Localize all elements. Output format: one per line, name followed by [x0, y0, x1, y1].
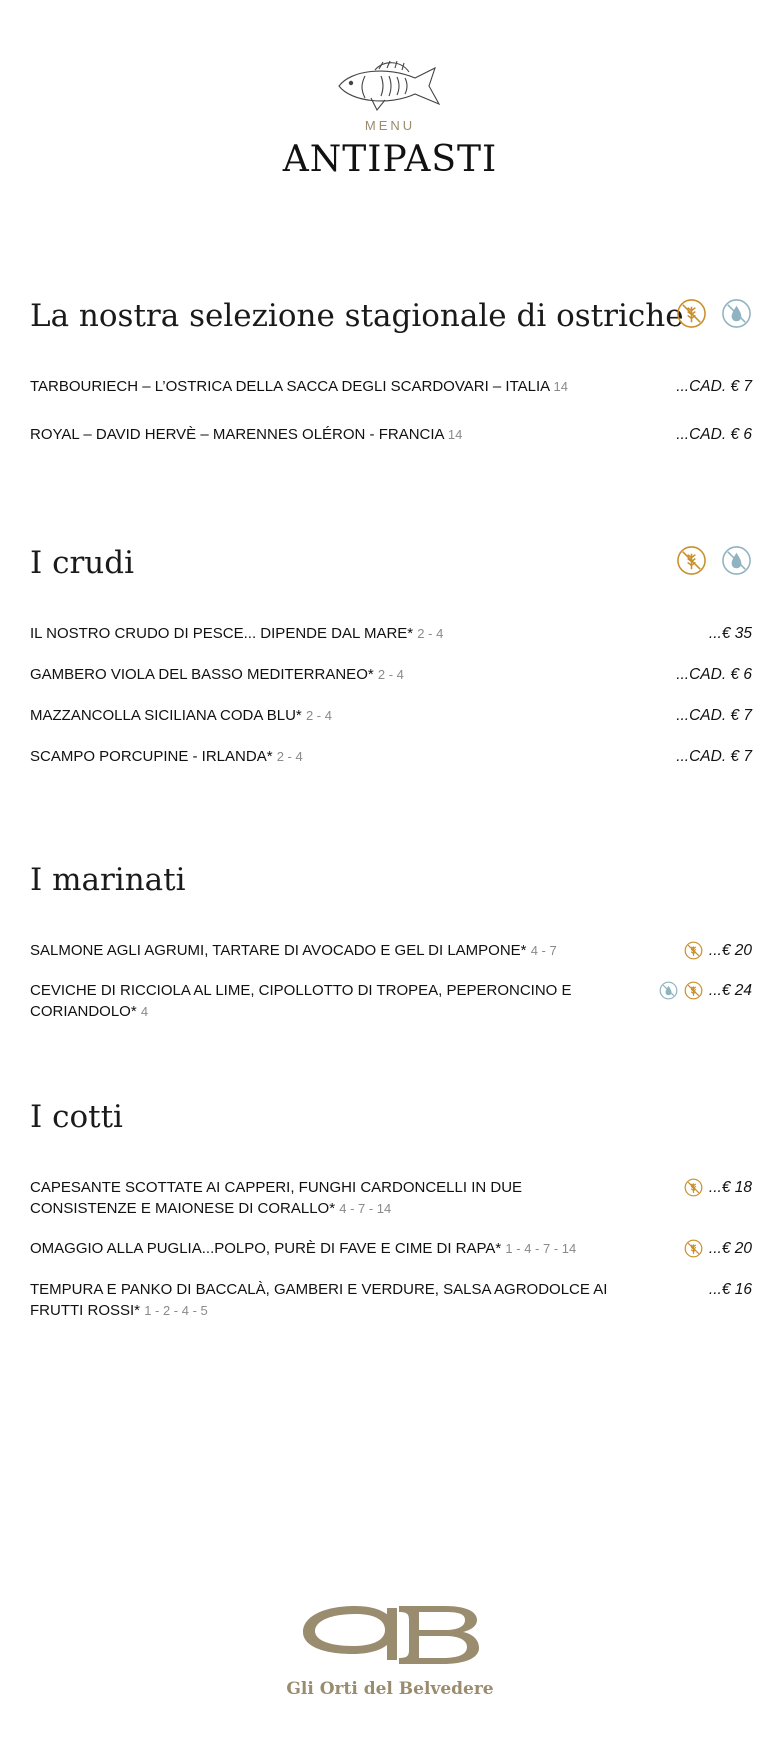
section-cotti: [30, 1097, 752, 1319]
menu-item: [30, 376, 752, 398]
menu-item: [30, 705, 752, 727]
section-title: La nostra selezione stagionale di ostriche: [30, 298, 684, 334]
page-header: [0, 56, 780, 180]
section-title: I crudi: [30, 545, 135, 581]
item-price: ...€ 20: [708, 1239, 752, 1257]
brand-logo-icon: [295, 1598, 485, 1670]
item-allergens: 2 - 4: [417, 626, 444, 641]
item-price: ...€ 24: [708, 981, 752, 999]
item-allergens: 14: [553, 379, 568, 394]
menu-item: [30, 623, 752, 645]
lactose-free-icon: [721, 298, 752, 329]
item-name: SCAMPO PORCUPINE - IRLANDA*: [30, 748, 273, 765]
item-price: ...€ 20: [708, 941, 752, 959]
menu-item: [30, 746, 752, 768]
item-allergens: 4: [140, 1004, 149, 1019]
item-price: ...CAD. € 6: [676, 665, 752, 683]
item-name: TEMPURA E PANKO DI BACCALÀ, GAMBERI E VERDURE, SALSA AGRODOLCE AI FRUTTI ROSSI*: [30, 1281, 608, 1319]
item-name: SALMONE AGLI AGRUMI, TARTARE DI AVOCADO E GEL DI LAMPONE*: [30, 942, 527, 959]
item-price: ...CAD. € 7: [676, 706, 752, 724]
item-allergens: 2 - 4: [377, 667, 404, 682]
item-allergens: 2 - 4: [276, 749, 303, 764]
item-allergens: 4 - 7: [530, 943, 557, 958]
menu-item: [30, 664, 752, 686]
menu-item: [30, 1279, 752, 1321]
footer-logo: [0, 1598, 780, 1699]
menu-item: [30, 980, 752, 1022]
section-ostriche: [30, 296, 752, 443]
gluten-free-icon: [684, 981, 703, 1000]
gluten-free-icon: [684, 1178, 703, 1197]
item-name: ROYAL – DAVID HERVÈ – MARENNES OLÉRON - FRANCIA: [30, 426, 444, 443]
fish-icon: [331, 56, 449, 114]
section-title: I marinati: [30, 862, 186, 898]
item-allergens: 1 - 4 - 7 - 14: [505, 1241, 577, 1256]
item-price: ...€ 18: [708, 1178, 752, 1196]
brand-name: Gli Orti del Belvedere: [286, 1679, 494, 1699]
item-name: OMAGGIO ALLA PUGLIA...POLPO, PURÈ DI FAVE E CIME DI RAPA*: [30, 1240, 502, 1257]
item-name: MAZZANCOLLA SICILIANA CODA BLU*: [30, 707, 302, 724]
menu-item: [30, 940, 752, 962]
item-price: ...CAD. € 7: [676, 377, 752, 395]
menu-item: [30, 424, 752, 446]
section-title: I cotti: [30, 1099, 123, 1135]
item-allergens: 1 - 2 - 4 - 5: [144, 1303, 208, 1318]
lactose-free-icon: [659, 981, 678, 1000]
item-name: GAMBERO VIOLA DEL BASSO MEDITERRANEO*: [30, 666, 374, 683]
item-allergens: 14: [447, 427, 463, 442]
menu-item: [30, 1177, 752, 1219]
item-price: ...CAD. € 7: [676, 747, 752, 765]
lactose-free-icon: [721, 545, 752, 576]
item-price: ...CAD. € 6: [676, 425, 752, 443]
gluten-free-icon: [676, 298, 707, 329]
section-crudi: [30, 543, 752, 765]
item-price: ...€ 35: [708, 624, 752, 642]
item-allergens: 4 - 7 - 14: [339, 1201, 392, 1216]
menu-eyebrow: MENU: [364, 118, 416, 133]
gluten-free-icon: [684, 941, 703, 960]
menu-item: [30, 1238, 752, 1260]
item-name: TARBOURIECH – L’OSTRICA DELLA SACCA DEGLI SCARDOVARI – ITALIA: [30, 378, 550, 395]
item-name: IL NOSTRO CRUDO DI PESCE... DIPENDE DAL MARE*: [30, 625, 414, 642]
page-title: ANTIPASTI: [282, 139, 498, 180]
item-allergens: 2 - 4: [305, 708, 332, 723]
section-marinati: [30, 860, 752, 1020]
gluten-free-icon: [676, 545, 707, 576]
item-name: CAPESANTE SCOTTATE AI CAPPERI, FUNGHI CARDONCELLI IN DUE CONSISTENZE E MAIONESE DI CORALLO*: [30, 1179, 523, 1217]
item-price: ...€ 16: [708, 1280, 752, 1298]
item-name: CEVICHE DI RICCIOLA AL LIME, CIPOLLOTTO DI TROPEA, PEPERONCINO E CORIANDOLO*: [30, 982, 572, 1020]
gluten-free-icon: [684, 1239, 703, 1258]
